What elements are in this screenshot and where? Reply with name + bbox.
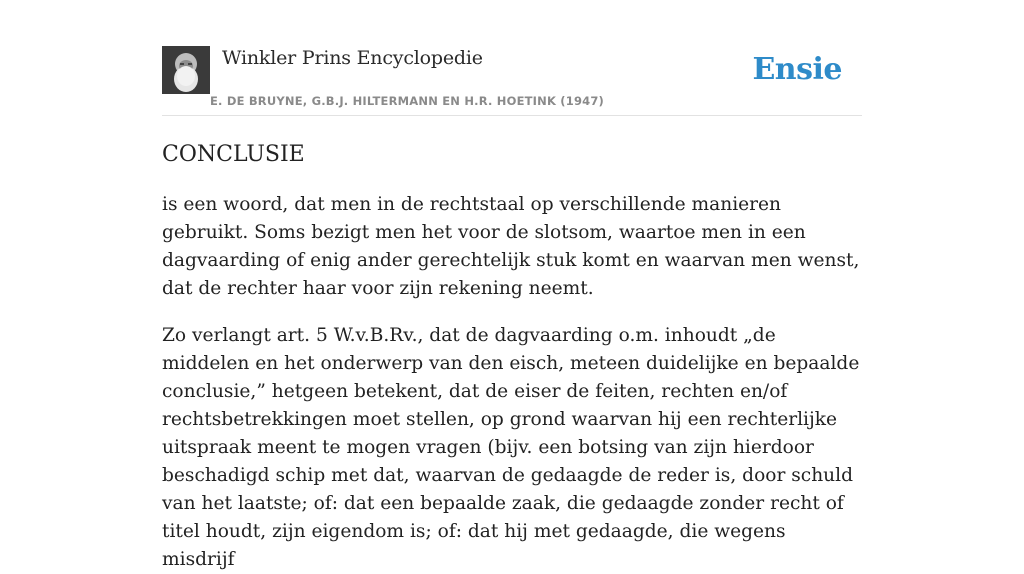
authors-line: E. DE BRUYNE, G.B.J. HILTERMANN EN H.R. HOETINK (1947) [210,94,605,108]
entry-body [162,191,862,574]
page [162,0,862,574]
entry-paragraph: is een woord, dat men in de rechtstaal op verschillende manieren gebruikt. Soms bezigt men het voor de slotsom, waartoe men in een dagvaarding of enig ander gerechtelijk stuk komt en waarvan men wenst, dat de rechter haar voor zijn rekening neemt. [162,194,860,299]
brand-logo[interactable]: Ensie [752,52,842,87]
author-portrait-icon[interactable] [162,46,210,94]
site-header [162,46,862,116]
entry-paragraph: Zo verlangt art. 5 W.v.B.Rv., dat de dagvaarding o.m. inhoudt „de middelen en het onderwerp van den eisch, meteen duidelijke en bepaalde conclusie,” hetgeen betekent, dat de eiser de feiten, rechten en/of rechtsbetrekkingen moet stellen, op grond waarvan hij een rechterlijke uitspraak meent te mogen vragen (bijv. een botsing van zijn hierdoor beschadigd schip met dat, waarvan de gedaagde de reder is, door schuld van het laatste; of: dat een bepaalde zaak, die gedaagde zonder recht of titel houdt, zijn eigendom is; of: dat hij met gedaagde, die wegens misdrijf [162,325,860,570]
entry-title: CONCLUSIE [162,142,305,167]
site-title[interactable]: Winkler Prins Encyclopedie [222,47,483,69]
